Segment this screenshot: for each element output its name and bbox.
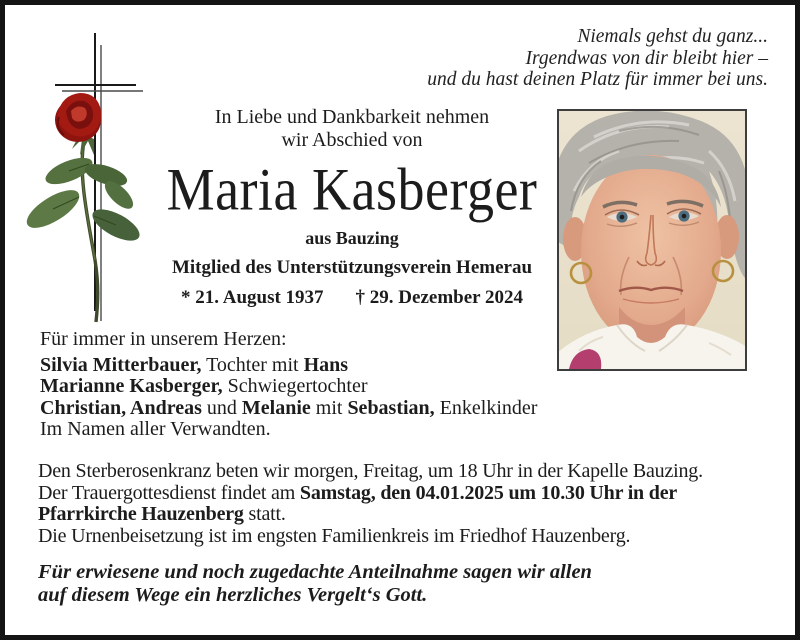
service-line: Die Urnenbeisetzung ist im engsten Familienkreis im Friedhof Hauzenberg. bbox=[38, 525, 631, 548]
thanks-line: Für erwiesene und noch zugedachte Anteilnahme sagen wir allen bbox=[38, 561, 592, 583]
quote-line: Niemals gehst du ganz... bbox=[577, 26, 768, 47]
membership-line: Mitglied des Unterstützungsverein Hemerau bbox=[171, 257, 533, 278]
service-line: Pfarrkirche Hauzenberg statt. bbox=[38, 503, 286, 526]
family-heading: Für immer in unserem Herzen: bbox=[40, 328, 287, 350]
face bbox=[581, 155, 721, 347]
family-closing: Im Namen aller Verwandten. bbox=[40, 418, 271, 441]
memorial-quote bbox=[427, 26, 768, 91]
service-line: Den Sterberosenkranz beten wir morgen, Freitag, um 18 Uhr in der Kapelle Bauzing. bbox=[38, 460, 703, 482]
family-line: Christian, Andreas und Melanie mit Sebastian, Enkelkinder bbox=[40, 396, 538, 419]
quote-line: Irgendwas von dir bleibt hier – bbox=[525, 47, 768, 69]
life-dates bbox=[160, 287, 544, 309]
rose-icon bbox=[22, 93, 144, 322]
family-line: Silvia Mitterbauer, Tochter mit Hans bbox=[40, 353, 349, 376]
quote-line: und du hast deinen Platz für immer bei uns. bbox=[427, 69, 768, 90]
family-block bbox=[40, 329, 660, 441]
birth-date: * 21. August 1937 bbox=[181, 287, 324, 308]
intro-line: In Liebe und Dankbarkeit nehmen bbox=[214, 106, 490, 128]
thanks-line: auf diesem Wege ein herzliches Vergelt‘s Gott. bbox=[38, 584, 428, 606]
origin-line: aus Bauzing bbox=[305, 228, 399, 248]
deceased-name: Maria Kasberger bbox=[166, 155, 538, 224]
thanks-block bbox=[38, 561, 678, 607]
family-line: Marianne Kasberger, Schwiegertochter bbox=[40, 375, 368, 398]
death-date: † 29. Dezember 2024 bbox=[355, 287, 523, 308]
announcement-block bbox=[160, 106, 544, 309]
services-block bbox=[38, 461, 750, 548]
service-line: Der Trauergottesdienst findet am Samstag, den 04.01.2025 um 10.30 Uhr in der bbox=[38, 481, 678, 504]
intro-line: wir Abschied von bbox=[281, 129, 423, 151]
